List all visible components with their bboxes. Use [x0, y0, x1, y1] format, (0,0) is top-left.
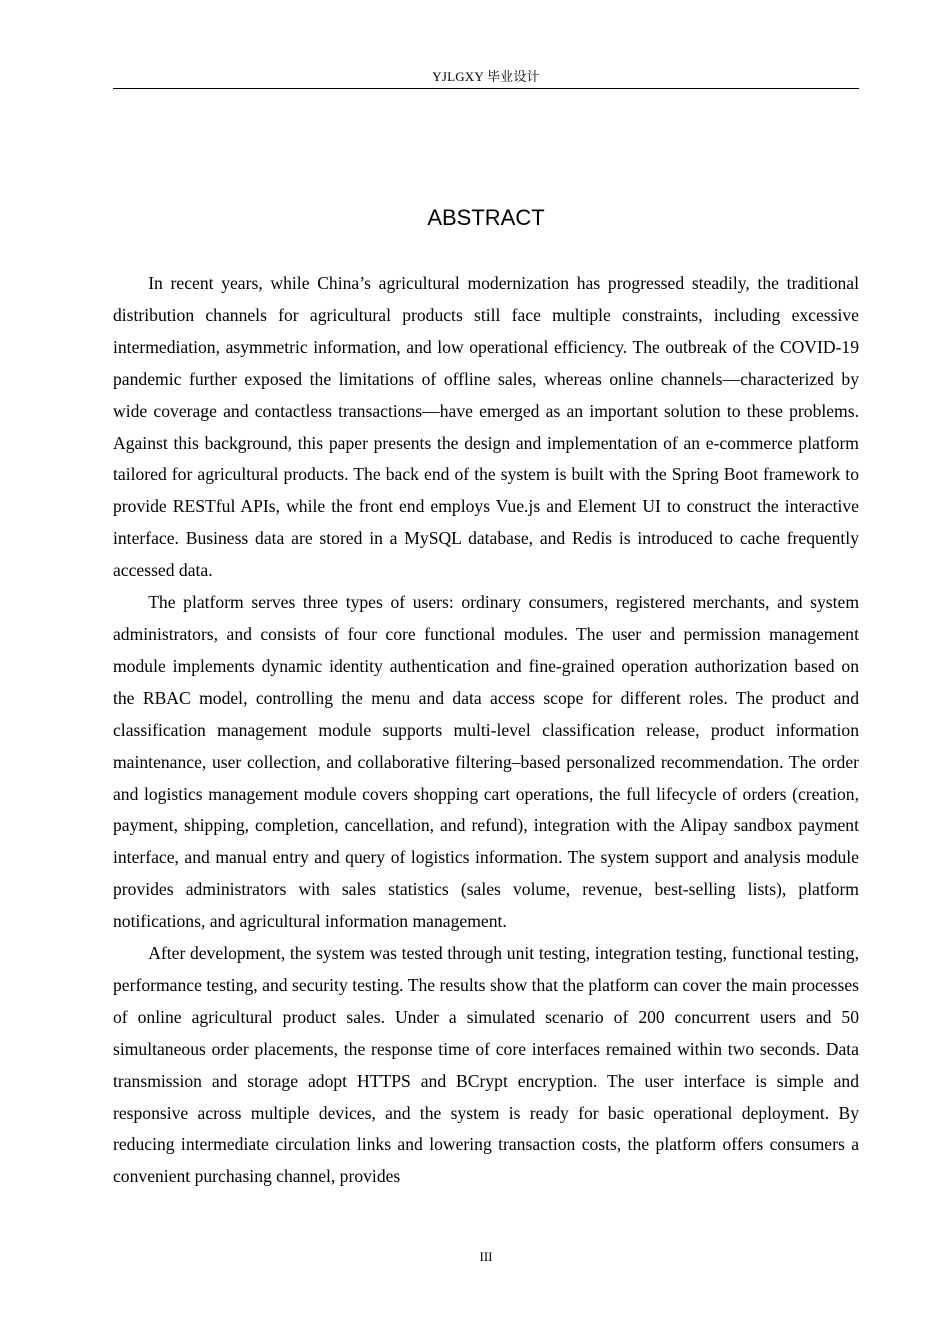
abstract-title: ABSTRACT — [427, 205, 545, 230]
abstract-body — [113, 268, 859, 1193]
page-number: III — [479, 1249, 493, 1264]
abstract-paragraph-1: In recent years, while China’s agricultural modernization has progressed steadily, the traditional distribution channels for agricultural products still face multiple constraints, including excessive intermediation, asymmetric information, and low operational efficiency. The outbreak of the COVID-19 pandemic further exposed the limitations of offline sales, whereas online channels—characterized by wide coverage and contactless transactions—have emerged as an important solution to these problems. Against this background, this paper presents the design and implementation of an e-commerce platform tailored for agricultural products. The back end of the system is built with the Spring Boot framework to provide RESTful APIs, while the front end employs Vue.js and Element UI to construct the interactive interface. Business data are stored in a MySQL database, and Redis is introduced to cache frequently accessed data. — [113, 273, 859, 581]
running-header: YJLGXY 毕业设计 — [432, 69, 540, 84]
abstract-paragraph-2: The platform serves three types of users: ordinary consumers, registered merchants, and system administrators, and consists of four core functional modules. The user and permission management module implements dynamic identity authentication and fine-grained operation authorization based on the RBAC model, controlling the menu and data access scope for different roles. The product and classification management module supports multi-level classification release, product information maintenance, user collection, and collaborative filtering–based personalized recommendation. The order and logistics management module covers shopping cart operations, the full lifecycle of orders (creation, payment, shipping, completion, cancellation, and refund), integration with the Alipay sandbox payment interface, and manual entry and query of logistics information. The system support and analysis module provides administrators with sales statistics (sales volume, revenue, best-selling lists), platform notifications, and agricultural information management. — [113, 592, 859, 932]
abstract-paragraph-3: After development, the system was tested through unit testing, integration testing, functional testing, performance testing, and security testing. The results show that the platform can cover the main processes of online agricultural product sales. Under a simulated scenario of 200 concurrent users and 50 simultaneous order placements, the response time of core interfaces remained within two seconds. Data transmission and storage adopt HTTPS and BCrypt encryption. The user interface is simple and responsive across multiple devices, and the system is ready for basic operational deployment. By reducing intermediate circulation links and lowering transaction costs, the platform offers consumers a convenient purchasing channel, provides — [113, 943, 859, 1187]
header-rule — [113, 88, 859, 89]
